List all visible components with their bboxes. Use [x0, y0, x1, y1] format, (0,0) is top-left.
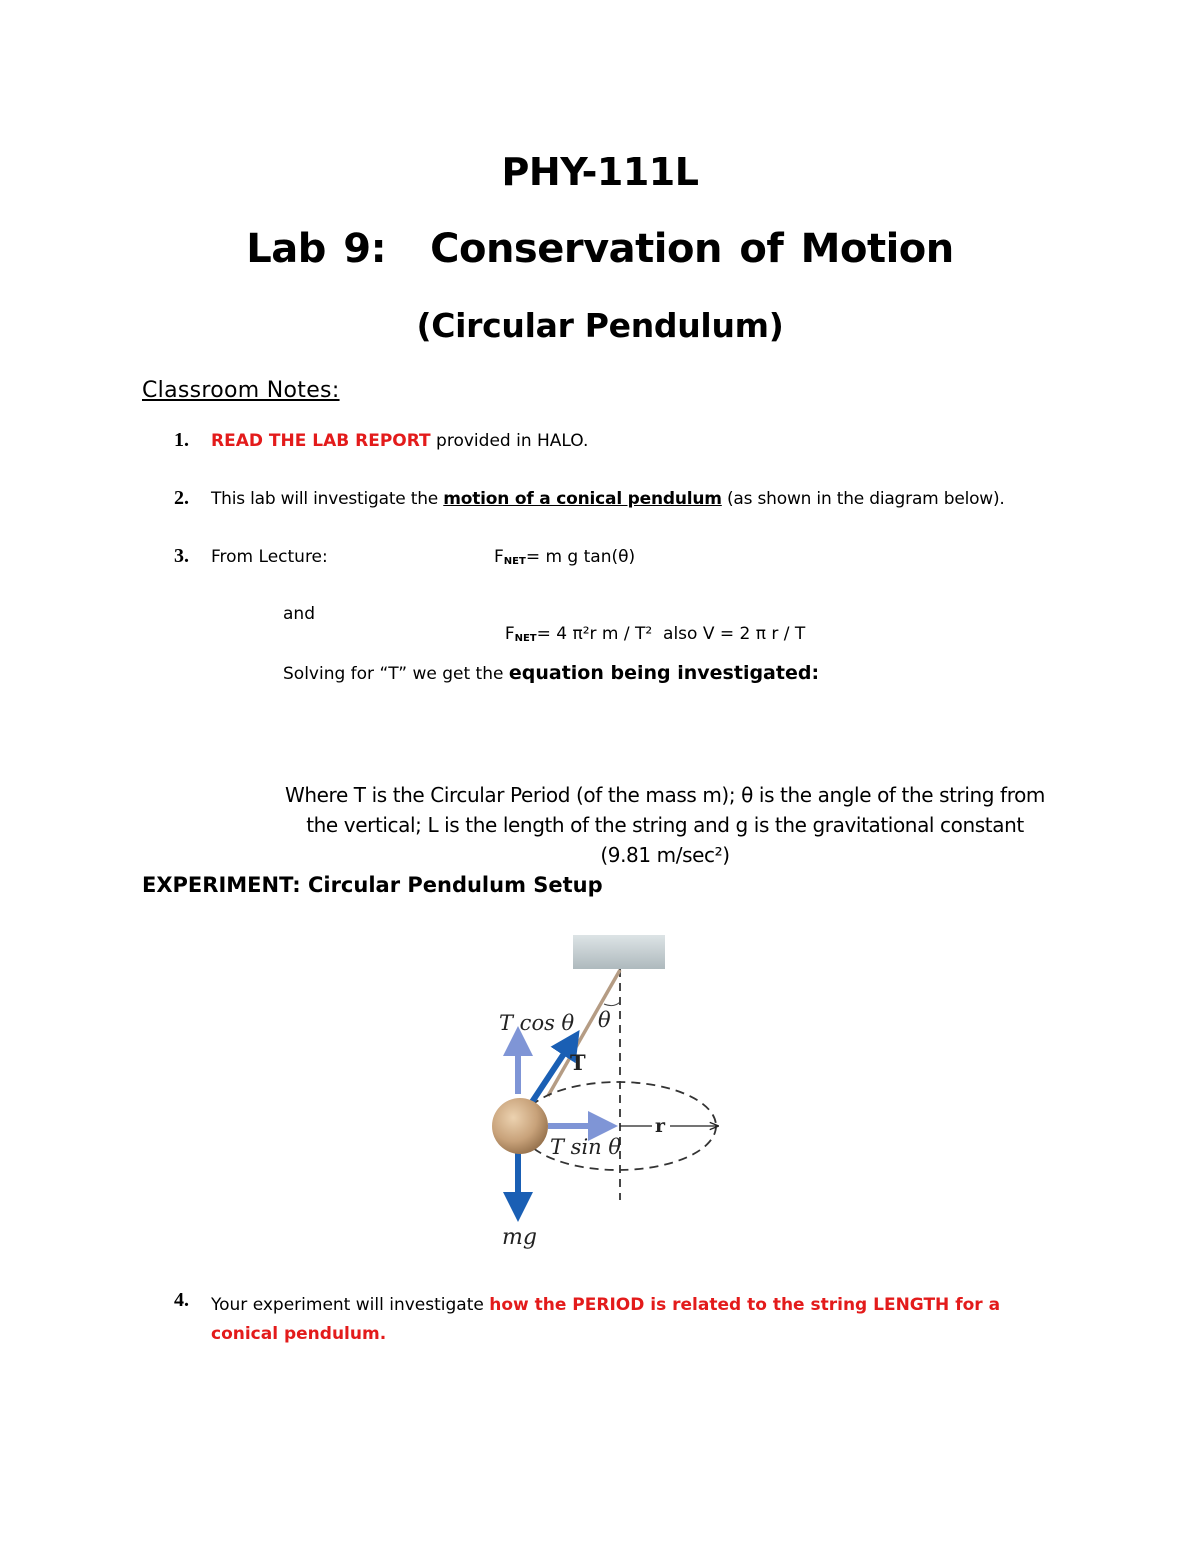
label-radius: r	[655, 1115, 666, 1137]
lab-title	[0, 226, 1200, 272]
item-1-text	[211, 431, 588, 451]
classroom-notes-heading: Classroom Notes:	[142, 378, 340, 403]
eq2-sub: NET	[514, 633, 537, 644]
item-1-rest: provided in HALO.	[430, 431, 589, 451]
equation-fnet-period	[494, 604, 805, 644]
item-1-number: 1.	[174, 429, 189, 451]
label-tension: T	[570, 1050, 586, 1075]
equation-being-investigated: equation being investigated:	[508, 662, 820, 684]
tension-arrow	[528, 1040, 573, 1108]
variable-definitions: Where T is the Circular Period (of the mass m); θ is the angle of the string from the vertical; L is the length of the string and g is the gravitational constant (9.81 m/sec²)	[285, 783, 1045, 867]
conical-pendulum-emphasis: motion of a conical pendulum	[443, 489, 722, 509]
label-t-cos-theta: T cos θ	[499, 1011, 575, 1035]
eq2-rest: = 4 π²r m / T² also V = 2 π r / T	[536, 624, 806, 644]
item-2-before: This lab will investigate the	[211, 489, 444, 509]
eq1-f: F	[494, 547, 504, 567]
pendulum-bob	[492, 1098, 548, 1154]
eq1-rest: = m g tan(θ)	[525, 547, 636, 567]
label-theta: θ	[598, 1008, 611, 1032]
period-length-emphasis: how the PERIOD is related to the string LENGTH for a conical pendulum.	[211, 1295, 1001, 1344]
label-mg: mg	[502, 1225, 537, 1250]
solving-for-t	[283, 662, 819, 684]
lab-number: Lab 9:	[246, 226, 387, 272]
eq1-sub: NET	[503, 556, 526, 567]
eq2-f: F	[504, 624, 515, 644]
item-2-number: 2.	[174, 487, 189, 509]
item-4-before: Your experiment will investigate	[211, 1295, 490, 1315]
read-lab-report-emphasis: READ THE LAB REPORT	[211, 431, 431, 451]
item-3-number: 3.	[174, 545, 189, 567]
lab-subtitle: (Circular Pendulum)	[416, 306, 784, 345]
item-2-after: (as shown in the diagram below).	[721, 489, 1005, 509]
conical-pendulum-diagram	[470, 930, 760, 1270]
solving-prefix: Solving for “T” we get the	[283, 664, 509, 684]
item-2-text	[211, 489, 1005, 509]
equation-fnet-tan	[494, 547, 635, 567]
experiment-heading: EXPERIMENT: Circular Pendulum Setup	[142, 873, 603, 897]
item-4-number: 4.	[174, 1289, 189, 1311]
angle-arc	[604, 1002, 620, 1006]
label-t-sin-theta: T sin θ	[550, 1135, 622, 1159]
and-label: and	[283, 604, 315, 624]
from-lecture-label: From Lecture:	[211, 547, 328, 567]
item-4-text	[211, 1291, 1061, 1349]
course-code: PHY-111L	[501, 150, 699, 194]
ceiling-support	[573, 935, 665, 969]
lab-name: Conservation of Motion	[430, 226, 954, 272]
